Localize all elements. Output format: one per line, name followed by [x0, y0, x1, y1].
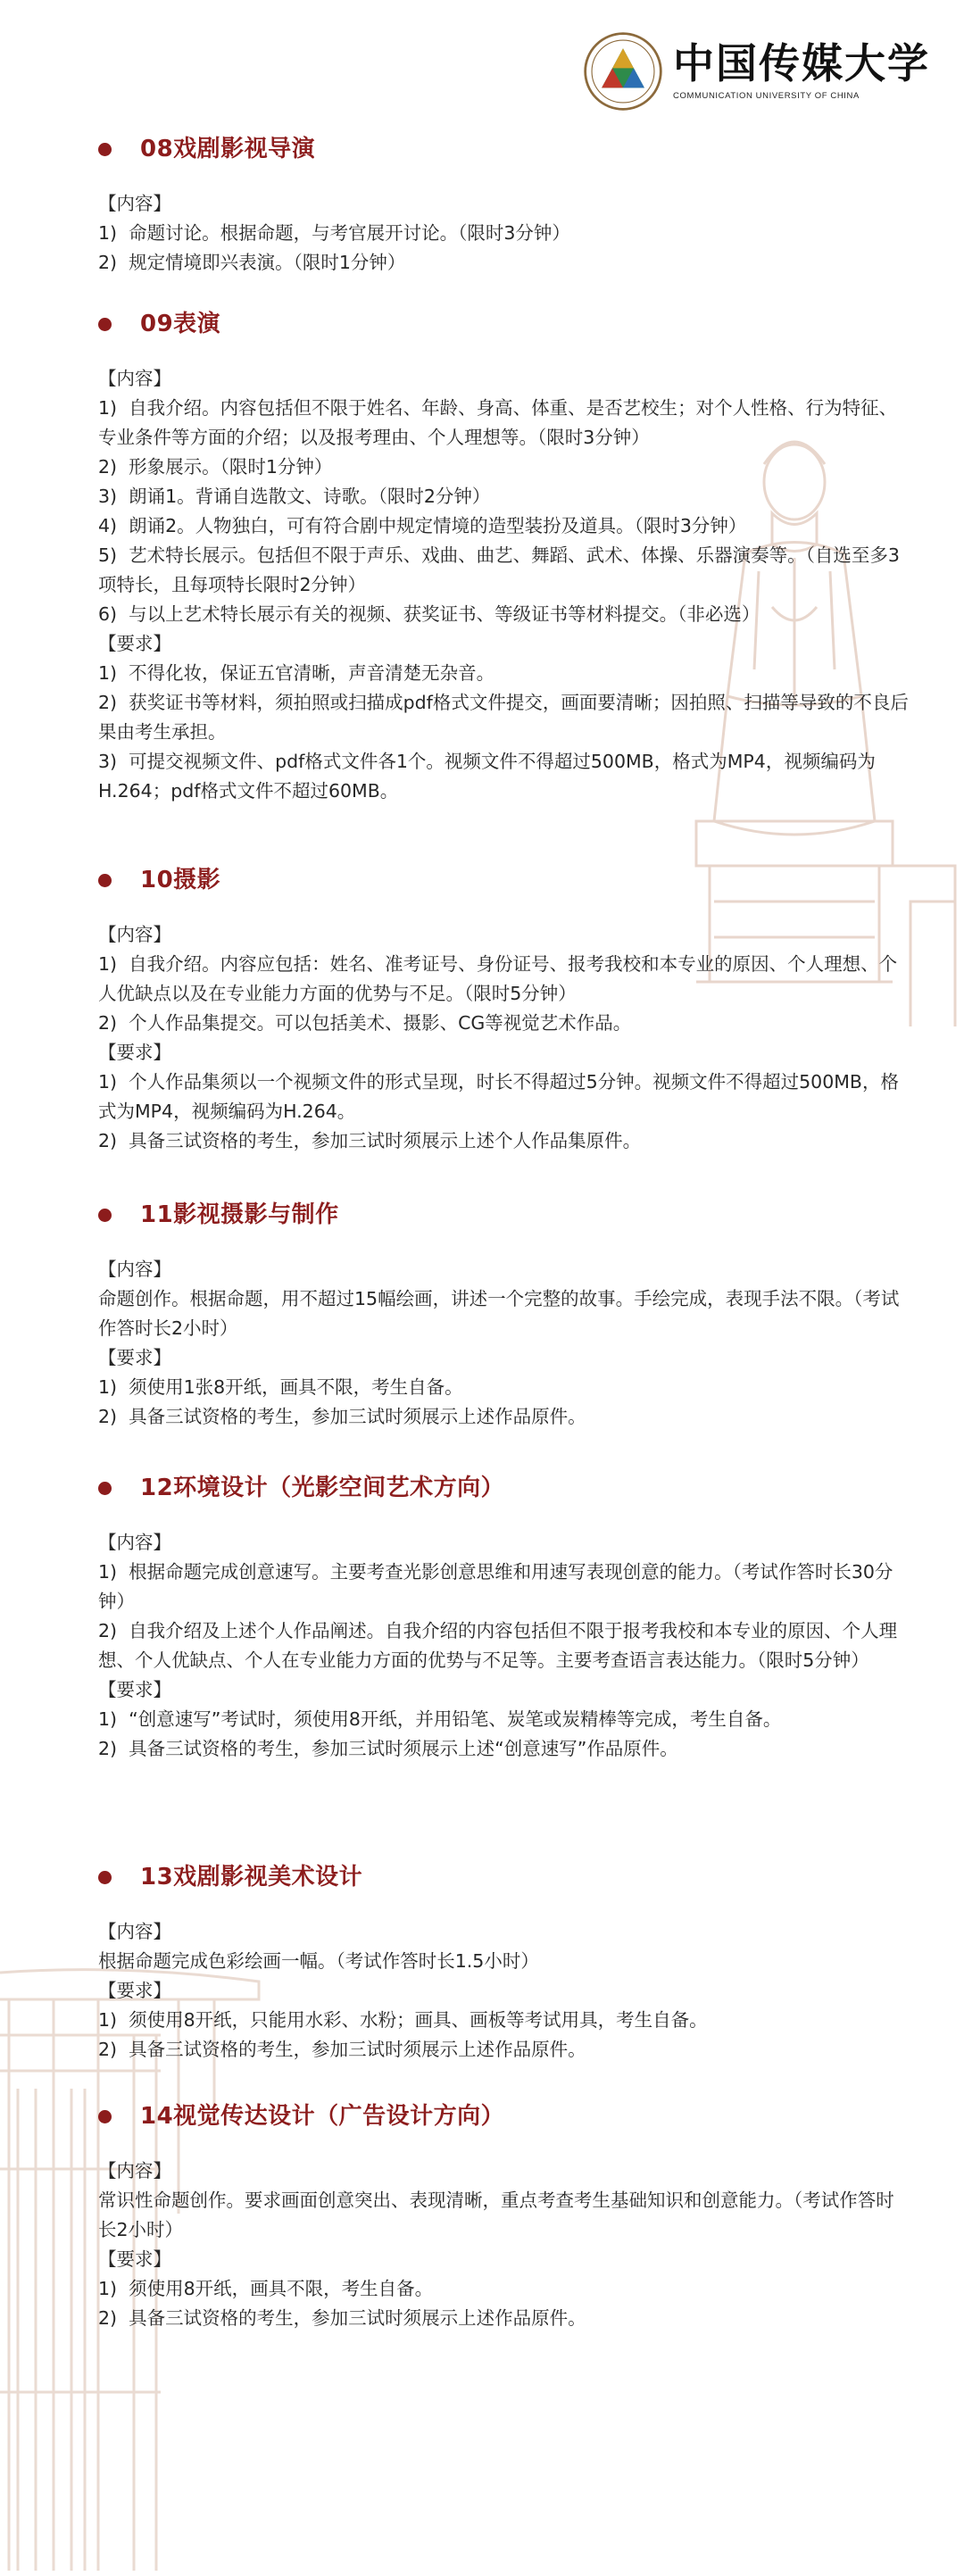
list-item: 2) 具备三试资格的考生，参加三试时须展示上述作品原件。 — [98, 2307, 586, 2329]
university-logo — [582, 30, 930, 112]
list-item: 2) 具备三试资格的考生，参加三试时须展示上述个人作品集原件。 — [98, 1130, 642, 1151]
list-item: 3) 朗诵1。背诵自选散文、诗歌。（限时2分钟） — [98, 486, 491, 507]
list-item: 1) 命题讨论。根据命题，与考官展开讨论。（限时3分钟） — [98, 222, 570, 244]
block-label: 【要求】 — [98, 2248, 171, 2270]
list-item: 1) 根据命题完成创意速写。主要考查光影创意思维和用速写表现创意的能力。（考试作答时长30分钟） — [98, 1561, 893, 1612]
section-title: 14视觉传达设计（广告设计方向） — [140, 2103, 505, 2130]
section-title: 12环境设计（光影空间艺术方向） — [140, 1475, 505, 1501]
block-label: 【要求】 — [98, 1347, 171, 1368]
list-item: 2) 形象展示。（限时1分钟） — [98, 456, 333, 478]
block-label: 【要求】 — [98, 1042, 171, 1063]
bullet-dot — [98, 1482, 112, 1495]
block-label: 【内容】 — [98, 1532, 171, 1553]
block-label: 【内容】 — [98, 1921, 171, 1942]
list-item: 2) 个人作品集提交。可以包括美术、摄影、CG等视觉艺术作品。 — [98, 1012, 632, 1034]
list-item: 6) 与以上艺术特长展示有关的视频、获奖证书、等级证书等材料提交。（非必选） — [98, 603, 760, 625]
list-item: 命题创作。根据命题，用不超过15幅绘画，讲述一个完整的故事。手绘完成，表现手法不限。（考试作答时长2小时） — [98, 1288, 900, 1339]
section-title: 09表演 — [140, 311, 221, 337]
list-item: 2) 规定情境即兴表演。（限时1分钟） — [98, 252, 406, 273]
list-item: 1) “创意速写”考试时，须使用8开纸，并用铅笔、炭笔或炭精棒等完成，考生自备。 — [98, 1708, 782, 1730]
block-label: 【内容】 — [98, 193, 171, 214]
bullet-dot — [98, 1209, 112, 1222]
university-emblem-icon — [582, 30, 664, 112]
section-title: 08戏剧影视导演 — [140, 136, 316, 162]
block-label: 【要求】 — [98, 633, 171, 654]
list-item: 1) 须使用8开纸，画具不限，考生自备。 — [98, 2278, 434, 2299]
list-item: 1) 须使用1张8开纸，画具不限，考生自备。 — [98, 1376, 463, 1398]
block-label: 【要求】 — [98, 1980, 171, 2001]
list-item: 1) 不得化妆，保证五官清晰，声音清楚无杂音。 — [98, 662, 495, 684]
list-item: 根据命题完成色彩绘画一幅。（考试作答时长1.5小时） — [98, 1950, 539, 1972]
block-label: 【内容】 — [98, 924, 171, 945]
list-item: 2) 具备三试资格的考生，参加三试时须展示上述作品原件。 — [98, 2039, 586, 2060]
logo-chinese-name: 中国传媒大学 — [673, 38, 930, 87]
list-item: 2) 具备三试资格的考生，参加三试时须展示上述“创意速写”作品原件。 — [98, 1738, 678, 1759]
section-08 — [98, 130, 910, 278]
list-item: 3) 可提交视频文件、pdf格式文件各1个。视频文件不得超过500MB，格式为MP4，视频编码为H.264；pdf格式文件不超过60MB。 — [98, 751, 876, 802]
list-item: 1) 须使用8开纸，只能用水彩、水粉；画具、画板等考试用具，考生自备。 — [98, 2009, 708, 2031]
list-item: 1) 自我介绍。内容包括但不限于姓名、年龄、身高、体重、是否艺校生；对个人性格、行为特征、专业条件等方面的介绍；以及报考理由、个人理想等。（限时3分钟） — [98, 397, 898, 448]
list-item: 1) 自我介绍。内容应包括：姓名、准考证号、身份证号、报考我校和本专业的原因、个人理想、个人优缺点以及在专业能力方面的优势与不足。（限时5分钟） — [98, 953, 898, 1004]
block-label: 【内容】 — [98, 2160, 171, 2181]
list-item: 1) 个人作品集须以一个视频文件的形式呈现，时长不得超过5分钟。视频文件不得超过500MB，格式为MP4，视频编码为H.264。 — [98, 1071, 899, 1122]
section-14 — [98, 2098, 910, 2333]
bullet-dot — [98, 2110, 112, 2123]
block-label: 【内容】 — [98, 1259, 171, 1280]
section-09 — [98, 305, 910, 806]
section-title: 11影视摄影与制作 — [140, 1201, 339, 1228]
section-13 — [98, 1858, 910, 2065]
section-12 — [98, 1469, 910, 1764]
list-item: 常识性命题创作。要求画面创意突出、表现清晰，重点考查考生基础知识和创意能力。（考试作答时长2小时） — [98, 2190, 894, 2240]
bullet-dot — [98, 318, 112, 331]
bullet-dot — [98, 1871, 112, 1884]
block-label: 【内容】 — [98, 368, 171, 389]
section-10 — [98, 861, 910, 1156]
block-label: 【要求】 — [98, 1679, 171, 1700]
section-title: 10摄影 — [140, 867, 221, 893]
bullet-dot — [98, 143, 112, 156]
logo-english-name: COMMUNICATION UNIVERSITY OF CHINA — [673, 90, 860, 101]
list-item: 5) 艺术特长展示。包括但不限于声乐、戏曲、曲艺、舞蹈、武术、体操、乐器演奏等。（自选至多3项特长，且每项特长限时2分钟） — [98, 544, 900, 595]
list-item: 2) 获奖证书等材料，须拍照或扫描成pdf格式文件提交，画面要清晰；因拍照、扫描等导致的不良后果由考生承担。 — [98, 692, 909, 743]
section-title: 13戏剧影视美术设计 — [140, 1864, 363, 1890]
list-item: 4) 朗诵2。人物独白，可有符合剧中规定情境的造型装扮及道具。（限时3分钟） — [98, 515, 747, 536]
list-item: 2) 自我介绍及上述个人作品阐述。自我介绍的内容包括但不限于报考我校和本专业的原因、个人理想、个人优缺点、个人在专业能力方面的优势与不足等。主要考查语言表达能力。（限时5分钟） — [98, 1620, 898, 1671]
bullet-dot — [98, 874, 112, 887]
section-11 — [98, 1196, 910, 1432]
list-item: 2) 具备三试资格的考生，参加三试时须展示上述作品原件。 — [98, 1406, 586, 1427]
